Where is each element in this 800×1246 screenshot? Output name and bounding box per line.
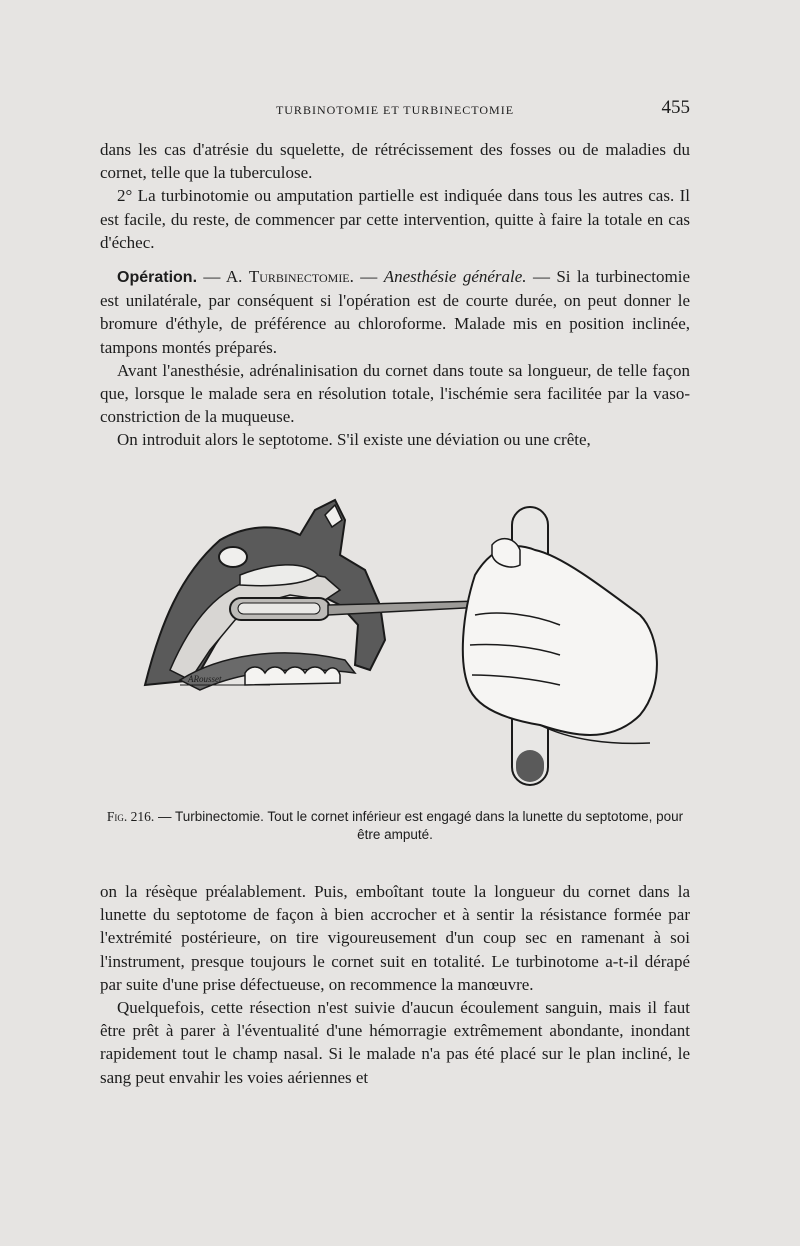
illustrator-signature: ARousset [188, 674, 222, 684]
paragraph: dans les cas d'atrésie du squelette, de rétrécissement des fosses ou de maladies du cornet, telle que la tuberculose. [100, 140, 690, 183]
hand [463, 546, 657, 735]
section-heading: Opération. [117, 269, 198, 287]
caption-label: Fig. 216. [106, 809, 155, 824]
sinus-opening [219, 547, 247, 567]
text-block-bottom [100, 880, 690, 1089]
dash-text: — A. [197, 267, 249, 287]
text-block-top [100, 138, 690, 452]
page-header [100, 97, 690, 125]
dash-text: — [353, 267, 384, 287]
paragraph: 2° La turbinotomie ou amputation partielle est indiquée dans tous les autres cas. Il est facile, du reste, de commencer par cette intervention, quitte à faire la totale en cas d'échec. [100, 186, 690, 252]
paragraph-text: — Si la turbinectomie est unilatérale, par conséquent si l'opération est de courte durée, on peut donner le bromure d'éthyle, de préférence au chloroforme. Malade mis en position inclinée, tampons montés préparés. [100, 267, 691, 357]
paragraph: Quelquefois, cette résection n'est suivie d'aucun écoulement sanguin, mais il faut être prêt à parer à l'éventualité d'une hémorragie extrêmement abondante, inondant rapidement tout le champ nasal. Si le malade n'a pas été placé sur le plan incliné, le sang peut envahir les voies aériennes et [100, 998, 690, 1087]
paragraph: on la résèque préalablement. Puis, emboîtant toute la longueur du cornet dans la lunette du septotome de façon à bien accrocher et à sentir la résistance formée par l'extrémité postérieure, on tire vigoureusement d'un coup sec en ramenant à soi l'instrument, presque toujours le cornet suit en totalité. Le turbinotome a-t-il dérapé par suite d'une prise défectueuse, on recommence la manœuvre. [100, 882, 690, 994]
caption-text: — Turbinectomie. Tout le cornet inférieur est engagé dans la lunette du septotome, pour être amputé. [154, 809, 684, 842]
running-head: TURBINOTOMIE ET TURBINECTOMIE [275, 103, 515, 117]
subsection-topic: Anesthésie générale. [383, 267, 527, 287]
paragraph: Avant l'anesthésie, adrénalinisation du cornet dans toute sa longueur, de telle façon que, lorsque le malade sera en résolution totale, l'ischémie sera facilitée par la vaso-constriction de la muqueuse. [100, 360, 690, 427]
section-paragraph [100, 265, 690, 359]
turbinectomy-drawing [140, 495, 670, 790]
inferior-turbinate [238, 603, 320, 614]
figure-caption [100, 808, 690, 844]
figure-illustration [140, 495, 670, 790]
handle-cap [516, 750, 544, 782]
page-number: 455 [661, 97, 690, 118]
subsection-title: Turbinectomie. [248, 267, 354, 287]
paragraph: On introduit alors le septotome. S'il existe une déviation ou une crête, [117, 430, 591, 450]
